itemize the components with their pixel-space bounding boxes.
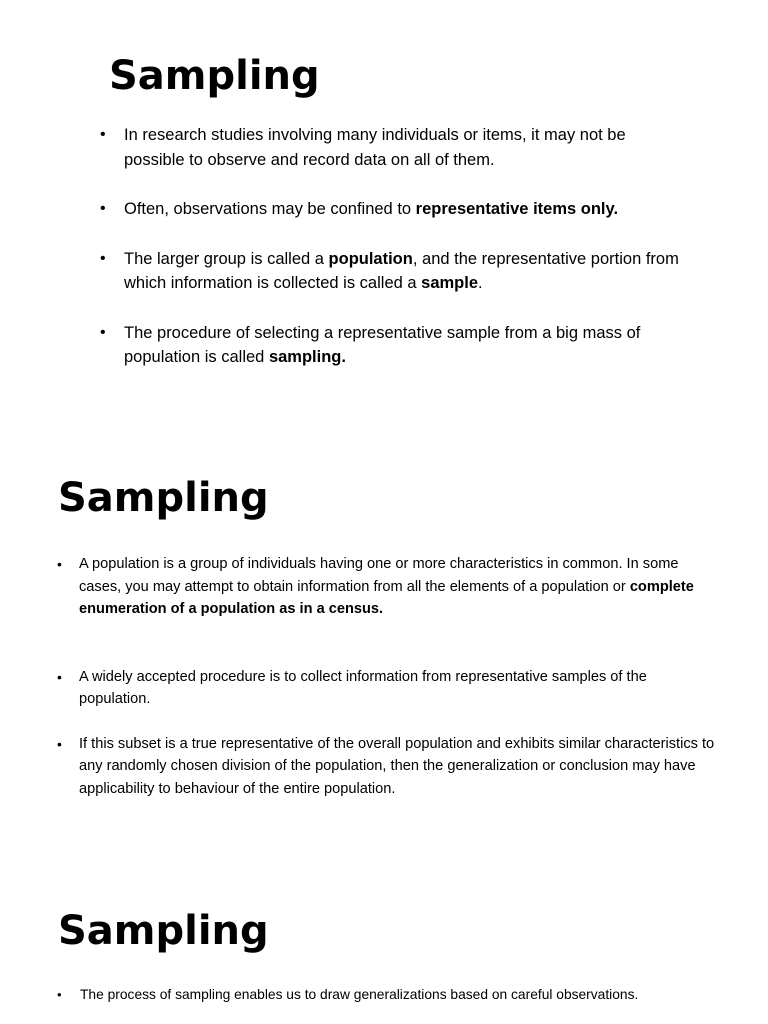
bullet-list — [100, 123, 690, 395]
bullet-dot-icon: • — [100, 323, 106, 341]
bullet-text-bold: representative items only. — [415, 200, 619, 218]
bullet-text-part: Often, observations may be confined to — [124, 200, 416, 218]
bullet-dot-icon: • — [100, 249, 106, 267]
bullet-text-part: If this subset is a true representative of the overall population and exhibits similar characteristics to any randomly chosen division of the population, then the generalization or conclusion may have applicability to behaviour of the entire population. — [79, 735, 715, 797]
bullet-item — [100, 247, 690, 296]
bullet-text-part: . — [478, 274, 483, 292]
bullet-item — [100, 197, 690, 222]
bullet-text-part: The procedure of selecting a representative sample from a big mass of population is called — [124, 323, 641, 366]
bullet-item — [100, 123, 690, 172]
bullet-text — [79, 669, 647, 708]
bullet-text-bold: population — [328, 249, 413, 268]
bullet-text-part: The process of sampling enables us to draw generalizations based on careful observations. — [80, 987, 639, 1002]
bullet-list — [57, 553, 717, 800]
bullet-item — [57, 666, 717, 711]
bullet-dot-icon: • — [57, 987, 62, 1002]
bullet-dot-icon: • — [57, 556, 62, 572]
slide-title: Sampling — [58, 475, 269, 521]
bullet-dot-icon: • — [57, 668, 62, 685]
bullet-text — [124, 324, 640, 367]
bullet-text-part: In research studies involving many individuals or items, it may not be possible to observe and record data on all of them. — [124, 126, 626, 169]
bullet-text — [124, 126, 626, 169]
slide-title: Sampling — [58, 908, 269, 954]
bullet-text-bold: sampling. — [268, 348, 346, 366]
bullet-dot-icon: • — [100, 126, 106, 143]
bullet-text — [124, 200, 618, 218]
bullet-text-bold: complete enumeration of a population as in a census. — [79, 578, 694, 617]
bullet-text-bold: sample — [421, 274, 479, 292]
bullet-item — [100, 321, 690, 370]
bullet-text-part: A widely accepted procedure is to collect information from representative samples of the population. — [79, 668, 647, 707]
bullet-list — [57, 985, 737, 1005]
bullet-text-part: A population is a group of individuals having one or more characteristics in common. In some cases, you may attempt to obtain information from all the elements of a population or — [79, 556, 679, 595]
bullet-text — [79, 556, 694, 617]
bullet-text — [79, 736, 714, 797]
bullet-dot-icon: • — [100, 200, 106, 217]
bullet-text-part: The larger group is called a — [124, 249, 329, 268]
slide-title: Sampling — [109, 53, 320, 99]
bullet-item — [57, 733, 717, 801]
bullet-item — [57, 553, 717, 621]
bullet-dot-icon: • — [57, 735, 62, 752]
bullet-text-part: , and the representative portion from which information is collected is called a — [124, 249, 679, 292]
bullet-text — [124, 250, 679, 293]
bullet-text — [80, 987, 638, 1002]
bullet-item — [57, 985, 737, 1005]
